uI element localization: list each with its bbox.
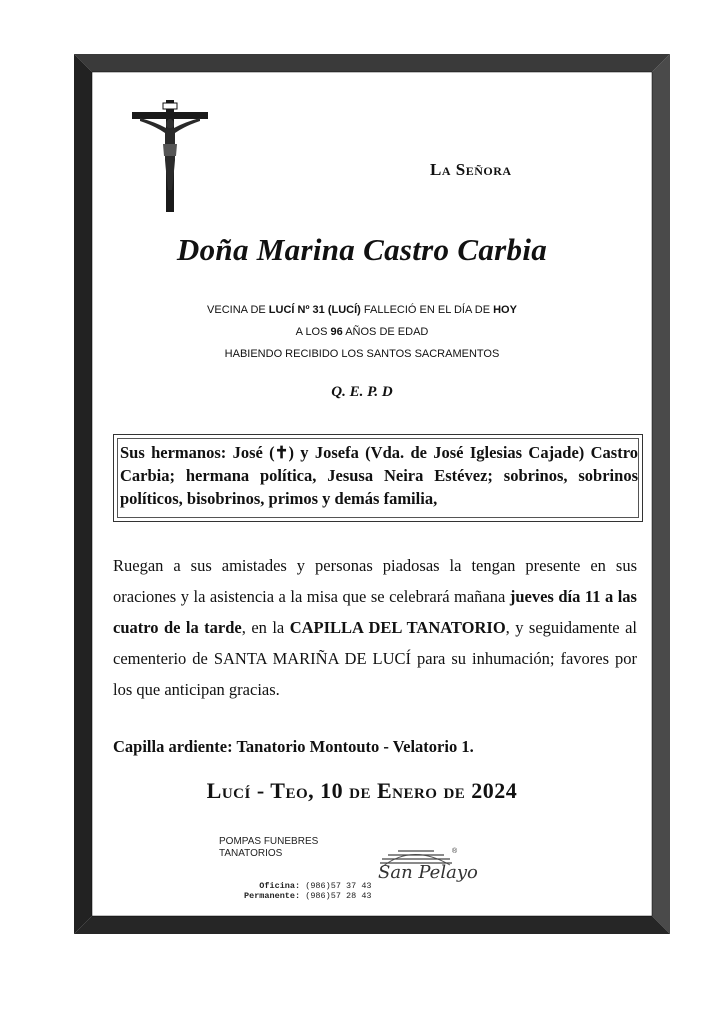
qepd: Q. E. P. D: [331, 384, 393, 400]
cross-icon: ✝: [274, 443, 289, 462]
funeral-home-name: POMPAS FUNEBRES TANATORIOS: [219, 836, 319, 859]
invitation-paragraph: Ruegan a sus amistades y personas piadosas la tengan presente en sus oraciones y la asistencia a la misa que se celebrará mañana jueves día 11 a las cuatro de la tarde, en la CAPILLA DEL TANATORIO, y seguidamente al cementerio de SANTA MARIÑA DE LUCÍ para su inhumación; favores por los que anticipan gracias.: [113, 556, 637, 699]
family-text: Sus hermanos: José (✝) y Josefa (Vda. de José Iglesias Cajade) Castro Carbia; hermana política, Jesusa Neira Estévez; sobrinos, sobrinos políticos, bisobrinos, primos y demás familia,: [120, 443, 638, 508]
crucifix-icon: [130, 100, 210, 215]
logo-text: San Pelayo: [378, 862, 478, 883]
title-la-senora: La Señora: [430, 160, 512, 179]
deceased-name: Doña Marina Castro Carbia: [176, 232, 548, 267]
info-line-2: A LOS 96 AÑOS DE EDAD: [295, 326, 429, 338]
registered-mark: ®: [452, 848, 458, 855]
info-line-1: VECINA DE LUCÍ Nº 31 (LUCÍ) FALLECIÓ EN EL DÍA DE HOY: [207, 304, 517, 316]
capilla-ardiente: Capilla ardiente: Tanatorio Montouto - Velatorio 1.: [113, 737, 474, 756]
info-line-3: HABIENDO RECIBIDO LOS SANTOS SACRAMENTOS: [224, 348, 500, 360]
place-date: Lucí - Teo, 10 de Enero de 2024: [206, 778, 518, 803]
funeral-home-phones: Oficina: (986)57 37 43 Permanente: (986)57 28 43: [244, 881, 372, 901]
family-box: [113, 434, 643, 522]
